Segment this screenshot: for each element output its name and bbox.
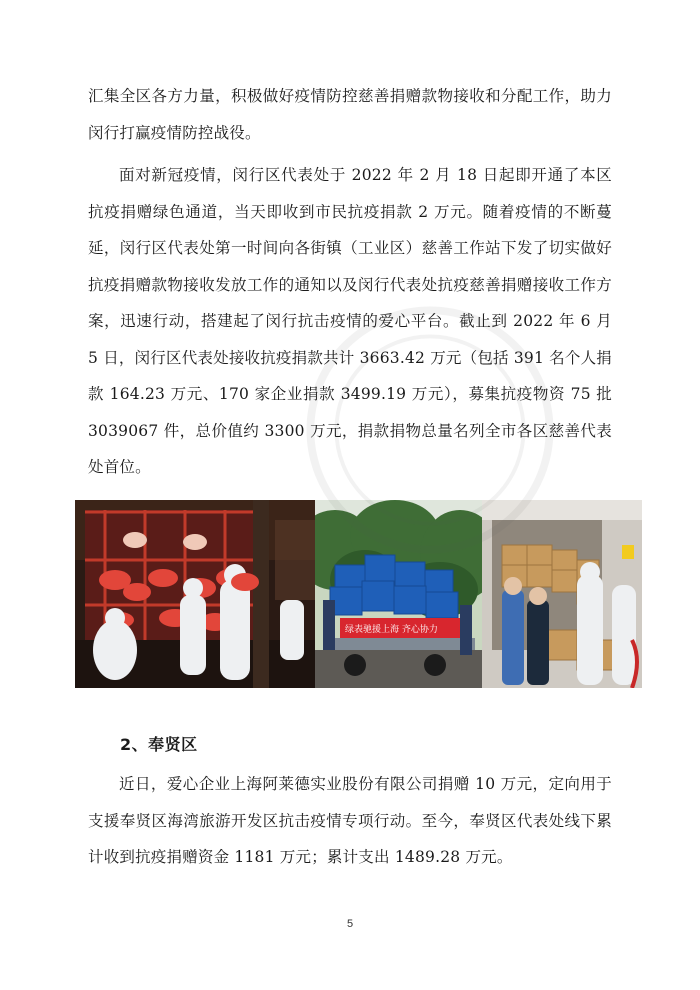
photo-warehouse-boxes bbox=[482, 500, 642, 688]
photo-truck-blue-crates bbox=[315, 500, 482, 688]
photo-strip bbox=[75, 500, 642, 688]
paragraph-minhang: 面对新冠疫情，闵行区代表处于 2022 年 2 月 18 日起即开通了本区抗疫捐赠绿色通道，当天即收到市民抗疫捐款 2 万元。随着疫情的不断蔓延，闵行区代表处第一时间向各街镇（工业区）慈善工作站下发了切实做好抗疫捐赠款物接收发放工作的通知以及闵行代表处抗疫慈善捐赠接收工作方案，迅速行动，搭建起了闵行抗击疫情的爱心平台。截止到 2022 年 6 月 5 日，闵行区代表处接收抗疫捐款共计 3663.42 万元（包括 391 名个人捐款 164.23 万元、170 家企业捐款 3499.19 万元），募集抗疫物资 75 批 3039067 件，总价值约 3300 万元，捐款捐物总量名列全市各区慈善代表处首位。 bbox=[88, 166, 612, 476]
photo-workers-warehouse-boxes bbox=[482, 500, 642, 688]
banner-text: 绿表驰援上海 齐心协力 bbox=[345, 625, 438, 635]
section-heading-fengxian: 2、奉贤区 bbox=[120, 735, 198, 754]
paragraph-continued: 汇集全区各方力量，积极做好疫情防控慈善捐赠款物接收和分配工作，助力闵行打赢疫情防控战役。 bbox=[88, 87, 612, 142]
photo-unloading-vegetables bbox=[75, 500, 315, 688]
photo-truck-blue-crates-icon bbox=[315, 500, 482, 688]
page-number: 5 bbox=[346, 918, 354, 930]
paragraph-fengxian: 近日，爱心企业上海阿莱德实业股份有限公司捐赠 10 万元，定向用于支援奉贤区海湾旅游开发区抗击疫情专项行动。至今，奉贤区代表处线下累计收到抗疫捐赠资金 1181 万元；累计支出 1489.28 万元。 bbox=[88, 775, 612, 866]
photo-workers-truck-vegetables bbox=[75, 500, 315, 688]
